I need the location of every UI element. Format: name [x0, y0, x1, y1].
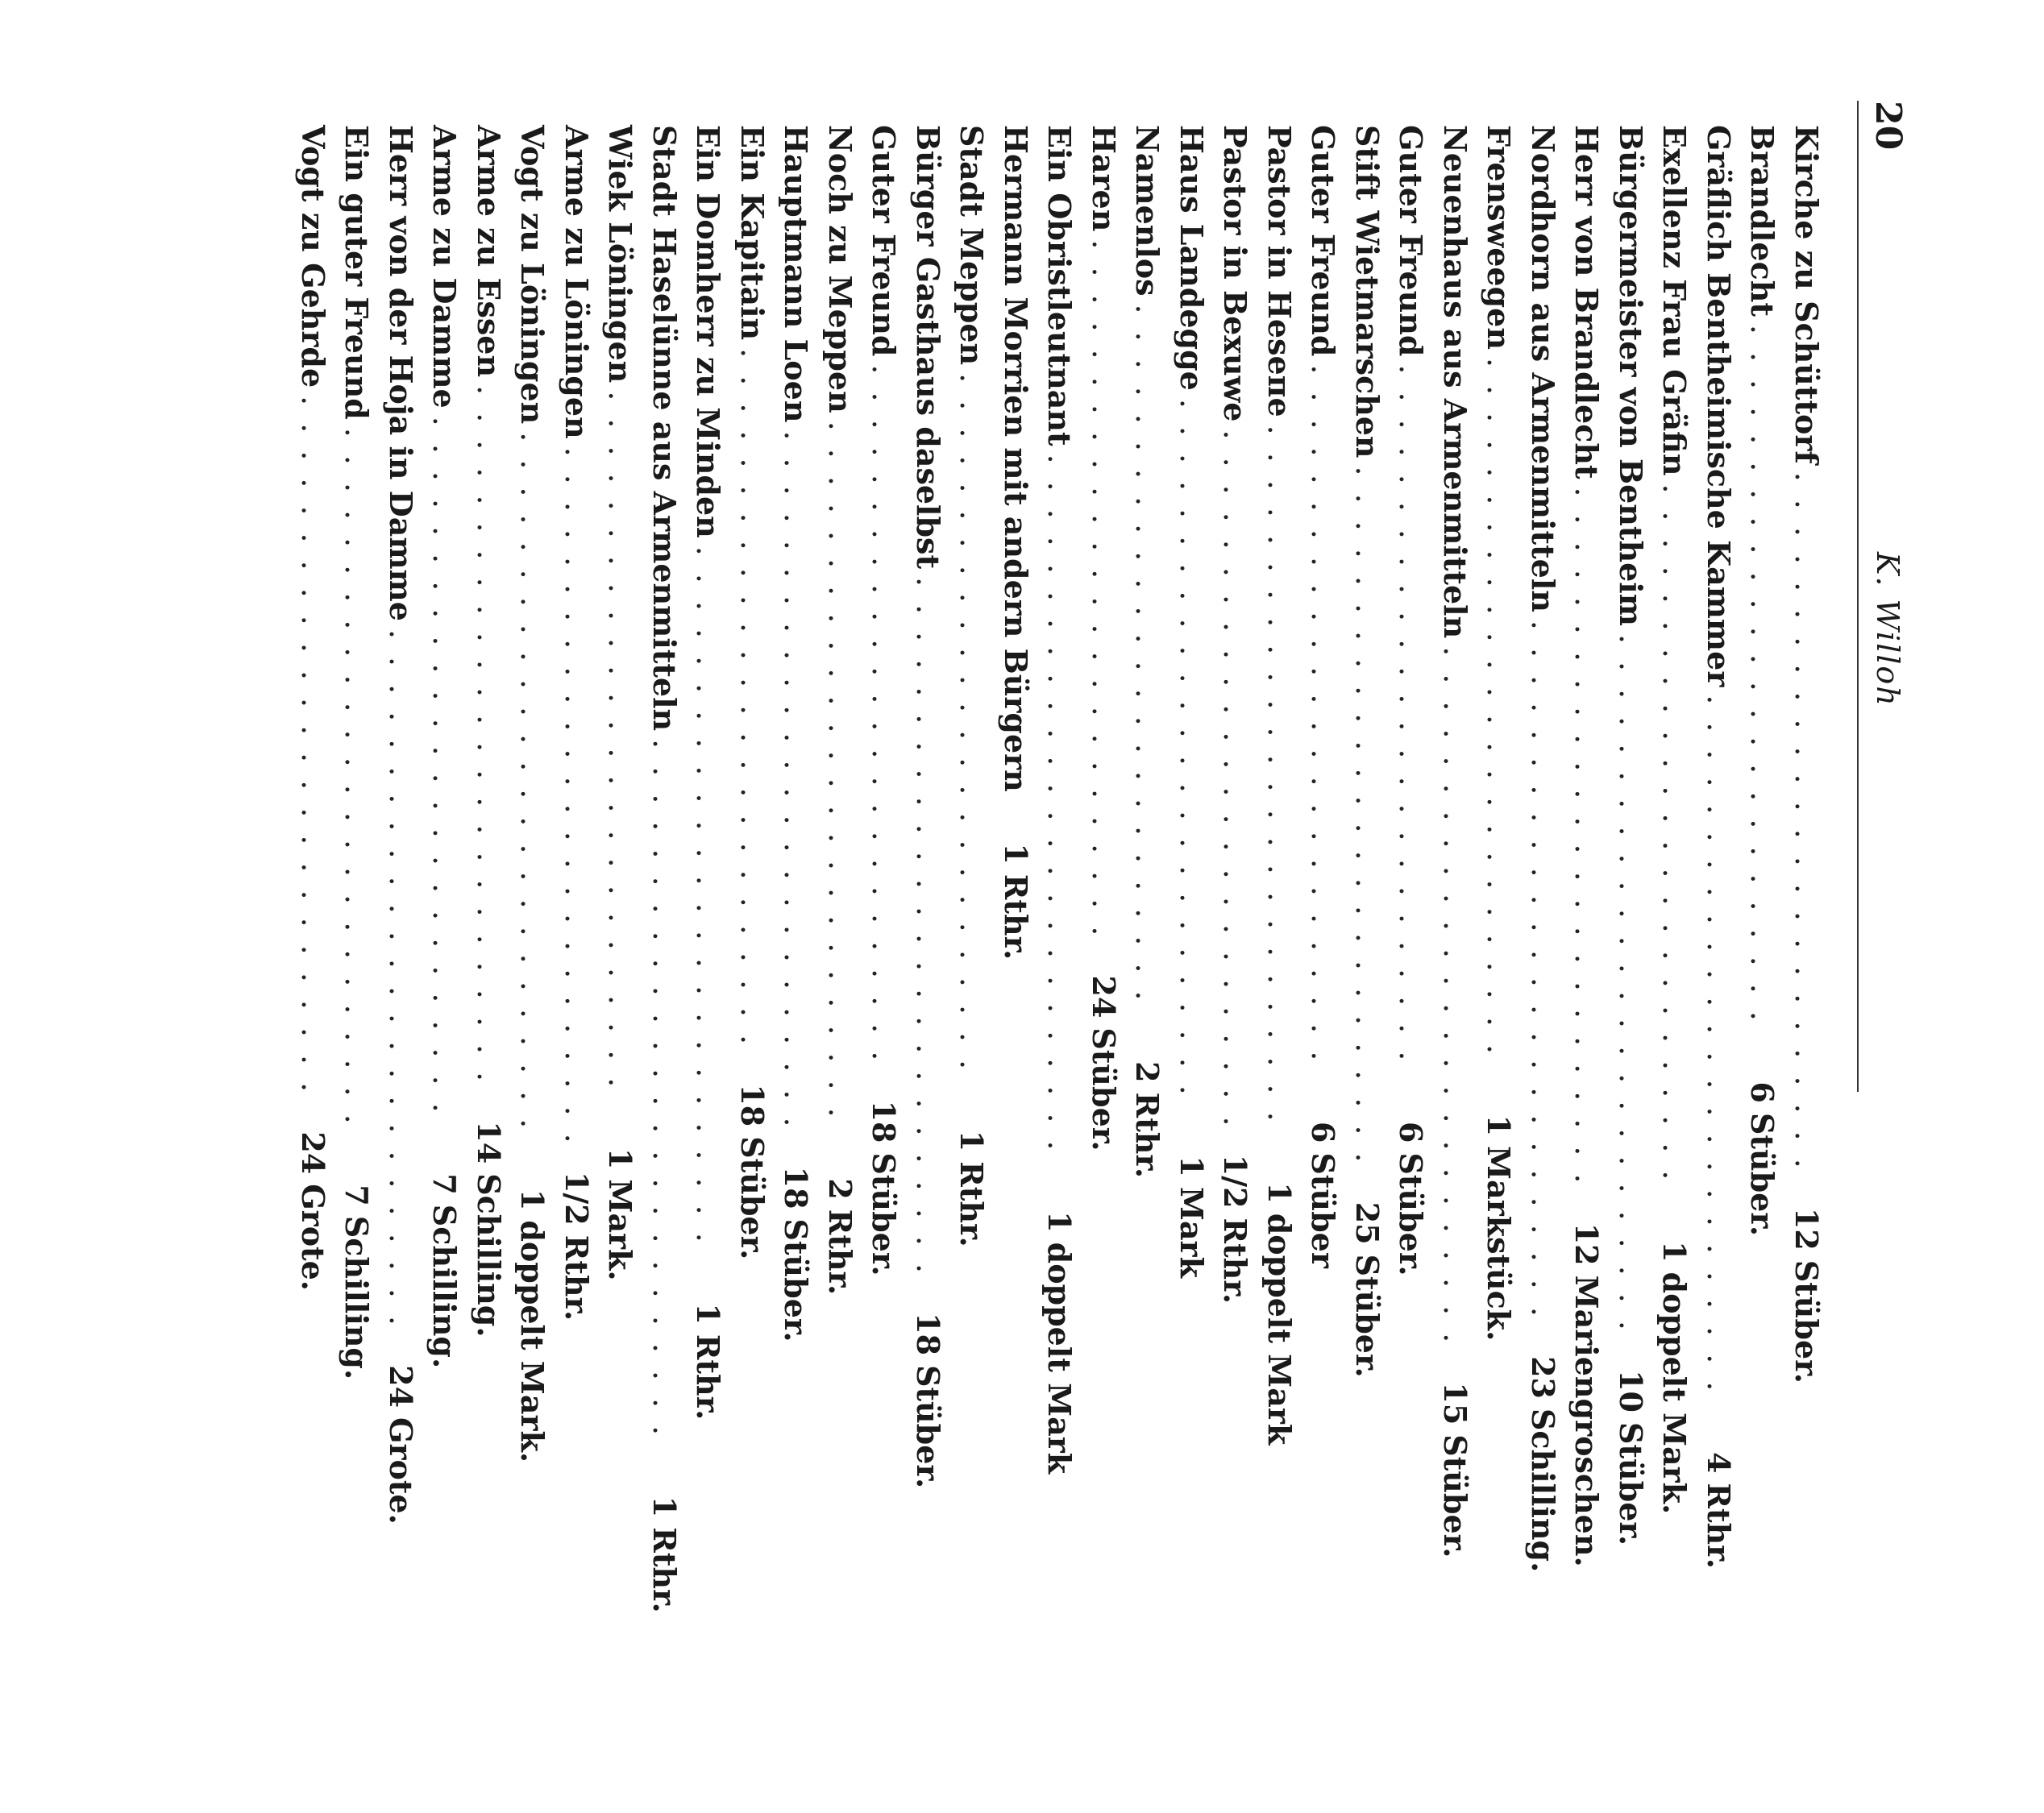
entry-amount: 25: [1349, 1201, 1386, 1245]
entry-label: Guter Freund: [1305, 125, 1342, 357]
dot-leader: ..........................: [1261, 425, 1297, 1139]
entry-amount: 1: [646, 1496, 683, 1518]
dot-leader: ..........................: [426, 416, 463, 1131]
list-item: [949, 125, 994, 1247]
dot-leader: ..........................: [1613, 633, 1648, 1348]
entry-label: Exellenz Frau Gräfin: [1656, 125, 1693, 476]
entry-unit: Rthr.: [559, 1234, 595, 1321]
list-item: [467, 125, 511, 1338]
dot-leader: ..........................: [1701, 695, 1736, 1409]
entry-label: Pastor in Heseпе: [1261, 125, 1298, 417]
entry-label: Stift Wietmarschen: [1349, 125, 1386, 458]
entry-amount: 24: [1086, 975, 1122, 1019]
entry-label: Haus Landegge: [1174, 125, 1210, 391]
entry-label: Bürger Gasthaus daselbst: [910, 125, 946, 569]
entry-amount: 1/2: [1217, 1154, 1254, 1209]
entry-unit: Stüber.: [1788, 1259, 1825, 1384]
entry-unit: Grote.: [383, 1417, 419, 1525]
entry-unit: Mariengroschen.: [1568, 1275, 1606, 1567]
list-item: [1521, 125, 1565, 1573]
dot-leader: ..........................: [910, 577, 945, 1292]
dot-leader: ..........................: [1744, 324, 1780, 1039]
entry-unit: Rthr.: [690, 1334, 727, 1421]
dot-leader: ..........................: [1086, 239, 1121, 954]
entry-unit: Mark: [1174, 1186, 1210, 1278]
entry-amount: 15: [1437, 1382, 1473, 1425]
entry-amount: 18: [866, 1100, 903, 1143]
entry-amount: 14: [471, 1121, 507, 1164]
dot-leader: ..........................: [690, 546, 726, 1260]
list-item: [1477, 125, 1521, 1342]
list-item: [291, 125, 335, 1291]
entry-amount: 1: [602, 1147, 639, 1170]
entry-label: Gräflich Bentheimische Kammer: [1701, 125, 1737, 687]
entry-unit: Stüber.: [1744, 1112, 1781, 1237]
list-item: [379, 125, 423, 1525]
list-item: [1389, 125, 1433, 1276]
dot-leader: ..........................: [734, 348, 770, 1063]
dot-leader: ..........................: [1305, 364, 1341, 1079]
entry-label: Guter Freund: [866, 125, 903, 357]
entry-label: Kirche zu Schüttorf: [1788, 125, 1825, 464]
list-item: [1564, 125, 1609, 1567]
dot-leader: ..........................: [1129, 304, 1165, 1019]
entry-unit: doppelt Mark: [1261, 1213, 1298, 1446]
dot-leader: ..........................: [1217, 429, 1253, 1144]
entry-label: Ein Domherr zu Minden: [690, 125, 727, 538]
list-item: [1125, 125, 1169, 1179]
entry-unit: Stüber.: [778, 1218, 815, 1342]
entry-unit: Stüber.: [866, 1152, 903, 1276]
list-item: [862, 125, 906, 1276]
entry-label: Neuenhaus aus Armenmitteln: [1437, 125, 1473, 639]
entry-unit: Schilling.: [471, 1173, 507, 1338]
list-item: [1697, 125, 1741, 1569]
list-item: [1740, 125, 1784, 1237]
entry-unit: Rthr.: [822, 1209, 858, 1296]
entry-label: Stadt Meppen: [953, 125, 991, 366]
donation-list: [291, 125, 1829, 1613]
entry-unit: Schilling.: [1525, 1408, 1561, 1573]
entry-unit: Stüber.: [1437, 1434, 1473, 1558]
dot-leader: ..........................: [1656, 483, 1693, 1198]
dot-leader: ..........................: [778, 430, 814, 1145]
dot-leader: ..........................: [339, 427, 375, 1142]
dot-leader: ..........................: [866, 364, 902, 1079]
entry-label: Vogt zu Löningen: [514, 125, 551, 425]
dot-leader: ..........................: [602, 391, 638, 1106]
entry-unit: Rthr.: [953, 1161, 991, 1247]
list-item: [510, 125, 555, 1463]
entry-label: Herr von der Hoja in Damme: [383, 125, 419, 621]
entry-amount: 23: [1525, 1356, 1561, 1399]
dot-leader: ..........................: [1041, 454, 1078, 1168]
entry-unit: doppelt Mark.: [514, 1220, 551, 1463]
entry-label: Brandlecht: [1744, 125, 1781, 317]
entry-unit: Rthr.: [1217, 1218, 1254, 1305]
entry-label: Wiek Löningen: [602, 125, 639, 384]
list-item: [774, 125, 818, 1342]
dot-leader: ..........................: [1788, 471, 1824, 1186]
list-item: [1257, 125, 1302, 1446]
entry-unit: Grote.: [295, 1184, 331, 1291]
list-item: [686, 125, 730, 1421]
entry-label: Ein Obristleutnant: [1041, 125, 1078, 446]
entry-amount: 1: [1041, 1211, 1078, 1233]
entry-unit: doppelt Mark: [1041, 1242, 1078, 1475]
list-item: [1784, 125, 1829, 1384]
entry-unit: Rthr.: [998, 873, 1034, 960]
list-item: [642, 125, 687, 1613]
entry-amount: 1/2: [559, 1171, 595, 1226]
entry-label: Herr von Brandlecht: [1568, 125, 1606, 479]
list-item: [730, 125, 775, 1260]
entry-label: Frensweegen: [1481, 125, 1518, 350]
entry-label: Vogt zu Gehrde: [295, 125, 331, 388]
entry-amount: 1: [690, 1303, 727, 1325]
dot-leader: ..........................: [646, 739, 682, 1454]
list-item: [334, 125, 379, 1380]
entry-amount: 1: [1656, 1241, 1693, 1263]
list-item: [1345, 125, 1390, 1378]
entry-label: Pastor in Bexuwe: [1217, 125, 1254, 422]
list-item: [1433, 125, 1477, 1558]
entry-unit: Stüber.: [734, 1136, 771, 1260]
entry-label: Arme zu Löningen: [559, 125, 595, 439]
dot-leader: ..........................: [383, 629, 418, 1344]
dot-leader: ..........................: [471, 385, 506, 1100]
list-item: [1213, 125, 1257, 1305]
entry-amount: 4: [1701, 1451, 1737, 1474]
list-item: [555, 125, 599, 1321]
running-head: K. Willoh: [1870, 552, 1905, 707]
list-item: [1169, 125, 1214, 1278]
entry-unit: Mark.: [602, 1179, 639, 1281]
entry-unit: Stüber.: [1349, 1254, 1386, 1378]
entry-unit: Stüber.: [910, 1365, 946, 1489]
entry-amount: 18: [734, 1084, 771, 1127]
entry-amount: 2: [1129, 1061, 1166, 1083]
entry-label: Arme zu Essen: [471, 125, 507, 378]
entry-label: Ein Kapitain: [734, 125, 771, 341]
entry-unit: doppelt Mark.: [1656, 1272, 1693, 1515]
entry-amount: 1: [1174, 1155, 1210, 1177]
list-item: [1037, 125, 1082, 1475]
entry-unit: Schilling.: [426, 1204, 463, 1369]
entry-label: Bürgermeister von Bentheim: [1613, 125, 1649, 626]
entry-amount: 10: [1613, 1370, 1649, 1413]
list-item: [1082, 125, 1126, 1156]
entry-amount: 24: [383, 1365, 419, 1408]
dot-leader: ..........................: [514, 432, 550, 1147]
entry-amount: 1: [953, 1130, 991, 1152]
list-item: [1301, 125, 1345, 1268]
list-item: [994, 125, 1038, 1156]
list-item: [906, 125, 950, 1489]
entry-unit: Rthr.: [646, 1527, 683, 1613]
dot-leader: ..........................: [1349, 466, 1385, 1180]
entry-amount: 1: [514, 1189, 551, 1211]
entry-label: Guter Freund: [1393, 125, 1430, 357]
dot-leader: ..........................: [953, 373, 990, 1088]
dot-leader: ..........................: [1568, 487, 1605, 1201]
dot-leader: ..........................: [559, 446, 594, 1161]
entry-unit: Stüber.: [1086, 1027, 1122, 1151]
entry-amount: 2: [822, 1178, 858, 1200]
entry-unit: Stüber.: [1393, 1152, 1430, 1276]
list-item: [598, 125, 642, 1281]
entry-unit: Stüber: [1305, 1152, 1342, 1268]
dot-leader: ..........................: [822, 421, 858, 1135]
list-item: [422, 125, 467, 1369]
entry-label: Namenlos: [1129, 125, 1166, 297]
entry-amount: 1: [998, 843, 1034, 865]
entry-amount: 6: [1305, 1122, 1342, 1143]
entry-label: Arme zu Damme: [426, 125, 463, 409]
entry-amount: 7: [426, 1173, 463, 1195]
entry-label: Ein guter Freund: [339, 125, 376, 420]
entry-amount: 6: [1393, 1122, 1430, 1143]
entry-label: Hauptmann Loen: [778, 125, 815, 423]
dot-leader: ..........................: [1525, 620, 1560, 1334]
entry-amount: 7: [339, 1184, 376, 1206]
entry-amount: 12: [1568, 1222, 1606, 1266]
entry-label: Hermann Morrien mit andern Bürgern: [998, 125, 1034, 792]
entry-label: Nordhorn aus Armenmitteln: [1525, 125, 1561, 612]
dot-leader: ..........................: [1174, 398, 1209, 1113]
entry-amount: 12: [1788, 1207, 1825, 1251]
entry-unit: Rthr.: [1701, 1483, 1737, 1569]
dot-leader: ..........................: [295, 396, 330, 1110]
entry-label: Haren: [1086, 125, 1122, 232]
entry-amount: 6: [1744, 1081, 1781, 1103]
entry-amount: 18: [910, 1313, 946, 1356]
list-item: [818, 125, 862, 1296]
entry-unit: Markstück.: [1481, 1146, 1518, 1342]
entry-amount: 1: [1261, 1182, 1298, 1204]
entry-unit: Stüber.: [1613, 1422, 1649, 1546]
entry-amount: 24: [295, 1131, 331, 1175]
dot-leader: ..........................: [1437, 646, 1473, 1361]
list-item: [1652, 125, 1697, 1515]
page-header: [1857, 101, 1915, 1092]
entry-amount: 18: [778, 1166, 815, 1209]
list-item: [1609, 125, 1653, 1546]
dot-leader: ..........................: [1481, 357, 1517, 1072]
entry-unit: Rthr.: [1129, 1092, 1166, 1179]
dot-leader: ..........................: [1393, 364, 1429, 1079]
entry-label: Stadt Haselünne aus Armenmitteln: [646, 125, 683, 732]
page-number: 20: [1867, 101, 1909, 151]
entry-amount: 1: [1481, 1114, 1518, 1137]
entry-label: Noch zu Meppen: [822, 125, 858, 413]
entry-unit: Schilling.: [339, 1215, 376, 1380]
